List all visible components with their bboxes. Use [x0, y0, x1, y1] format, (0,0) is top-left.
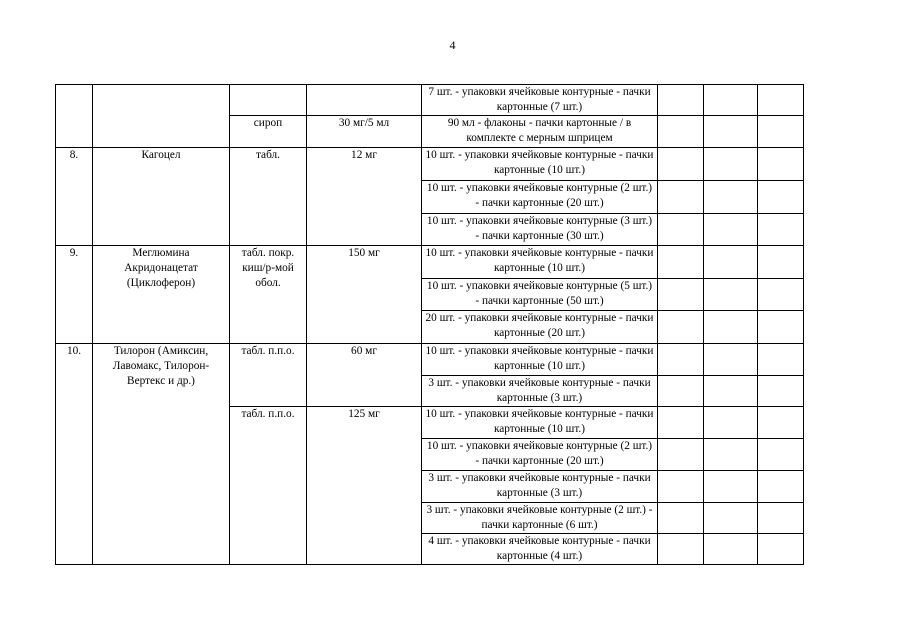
table-row — [56, 148, 804, 181]
empty-cell — [704, 181, 758, 214]
empty-cell — [758, 181, 804, 214]
empty-cell — [758, 214, 804, 246]
dose-cell: 150 мг — [307, 246, 422, 344]
dose-cell: 60 мг — [307, 344, 422, 407]
packaging-cell: 90 мл - флаконы - пачки картонные / в комплекте с мерным шприцем — [422, 116, 658, 148]
table-row — [56, 246, 804, 279]
empty-cell — [658, 407, 704, 439]
row-number-cell: 9. — [56, 246, 93, 344]
empty-cell — [658, 376, 704, 407]
packaging-cell: 10 шт. - упаковки ячейковые контурные - пачки картонные (10 шт.) — [422, 407, 658, 439]
empty-cell — [704, 439, 758, 471]
empty-cell — [658, 214, 704, 246]
form-cell: табл. — [230, 148, 307, 246]
table-row — [56, 344, 804, 376]
form-cell: табл. покр. киш/р-мой обол. — [230, 246, 307, 344]
empty-cell — [704, 503, 758, 534]
empty-cell — [758, 376, 804, 407]
row-number-cell: 8. — [56, 148, 93, 246]
drug-name-cell — [93, 85, 230, 148]
empty-cell — [758, 311, 804, 344]
empty-cell — [758, 246, 804, 279]
packaging-cell: 10 шт. - упаковки ячейковые контурные - пачки картонные (10 шт.) — [422, 148, 658, 181]
empty-cell — [658, 503, 704, 534]
table-row — [56, 85, 804, 116]
packaging-cell: 3 шт. - упаковки ячейковые контурные (2 шт.) - пачки картонные (6 шт.) — [422, 503, 658, 534]
empty-cell — [658, 311, 704, 344]
packaging-cell: 3 шт. - упаковки ячейковые контурные - пачки картонные (3 шт.) — [422, 471, 658, 503]
empty-cell — [758, 534, 804, 565]
empty-cell — [704, 246, 758, 279]
form-cell: сироп — [230, 116, 307, 148]
drug-name-cell: Тилорон (Амиксин, Лавомакс, Тилорон-Вертекс и др.) — [93, 344, 230, 565]
form-cell — [230, 85, 307, 116]
row-number-cell — [56, 85, 93, 148]
empty-cell — [758, 471, 804, 503]
empty-cell — [658, 85, 704, 116]
packaging-cell: 3 шт. - упаковки ячейковые контурные - пачки картонные (3 шт.) — [422, 376, 658, 407]
empty-cell — [704, 311, 758, 344]
empty-cell — [758, 148, 804, 181]
page-number: 4 — [449, 38, 456, 52]
drug-table — [55, 84, 804, 565]
packaging-cell: 10 шт. - упаковки ячейковые контурные (2 шт.) - пачки картонные (20 шт.) — [422, 439, 658, 471]
empty-cell — [658, 439, 704, 471]
drug-name-cell: Меглюмина Акридонацетат (Циклоферон) — [93, 246, 230, 344]
empty-cell — [758, 407, 804, 439]
packaging-cell: 10 шт. - упаковки ячейковые контурные (5 шт.) - пачки картонные (50 шт.) — [422, 279, 658, 311]
packaging-cell: 4 шт. - упаковки ячейковые контурные - пачки картонные (4 шт.) — [422, 534, 658, 565]
packaging-cell: 10 шт. - упаковки ячейковые контурные - пачки картонные (10 шт.) — [422, 246, 658, 279]
empty-cell — [704, 471, 758, 503]
empty-cell — [704, 85, 758, 116]
empty-cell — [758, 344, 804, 376]
dose-cell: 125 мг — [307, 407, 422, 565]
empty-cell — [704, 214, 758, 246]
empty-cell — [658, 181, 704, 214]
packaging-cell: 10 шт. - упаковки ячейковые контурные - пачки картонные (10 шт.) — [422, 344, 658, 376]
empty-cell — [658, 246, 704, 279]
empty-cell — [704, 148, 758, 181]
empty-cell — [658, 116, 704, 148]
empty-cell — [704, 344, 758, 376]
empty-cell — [658, 148, 704, 181]
empty-cell — [658, 471, 704, 503]
row-number-cell: 10. — [56, 344, 93, 565]
empty-cell — [658, 344, 704, 376]
drug-name-cell: Кагоцел — [93, 148, 230, 246]
packaging-cell: 10 шт. - упаковки ячейковые контурные (2 шт.) - пачки картонные (20 шт.) — [422, 181, 658, 214]
empty-cell — [758, 503, 804, 534]
empty-cell — [758, 85, 804, 116]
empty-cell — [704, 279, 758, 311]
empty-cell — [658, 279, 704, 311]
empty-cell — [758, 116, 804, 148]
form-cell: табл. п.п.о. — [230, 407, 307, 565]
form-cell: табл. п.п.о. — [230, 344, 307, 407]
empty-cell — [758, 279, 804, 311]
dose-cell: 12 мг — [307, 148, 422, 246]
packaging-cell: 7 шт. - упаковки ячейковые контурные - пачки картонные (7 шт.) — [422, 85, 658, 116]
empty-cell — [704, 534, 758, 565]
dose-cell: 30 мг/5 мл — [307, 116, 422, 148]
empty-cell — [704, 116, 758, 148]
packaging-cell: 20 шт. - упаковки ячейковые контурные - пачки картонные (20 шт.) — [422, 311, 658, 344]
empty-cell — [704, 376, 758, 407]
dose-cell — [307, 85, 422, 116]
empty-cell — [658, 534, 704, 565]
empty-cell — [758, 439, 804, 471]
empty-cell — [704, 407, 758, 439]
packaging-cell: 10 шт. - упаковки ячейковые контурные (3 шт.) - пачки картонные (30 шт.) — [422, 214, 658, 246]
